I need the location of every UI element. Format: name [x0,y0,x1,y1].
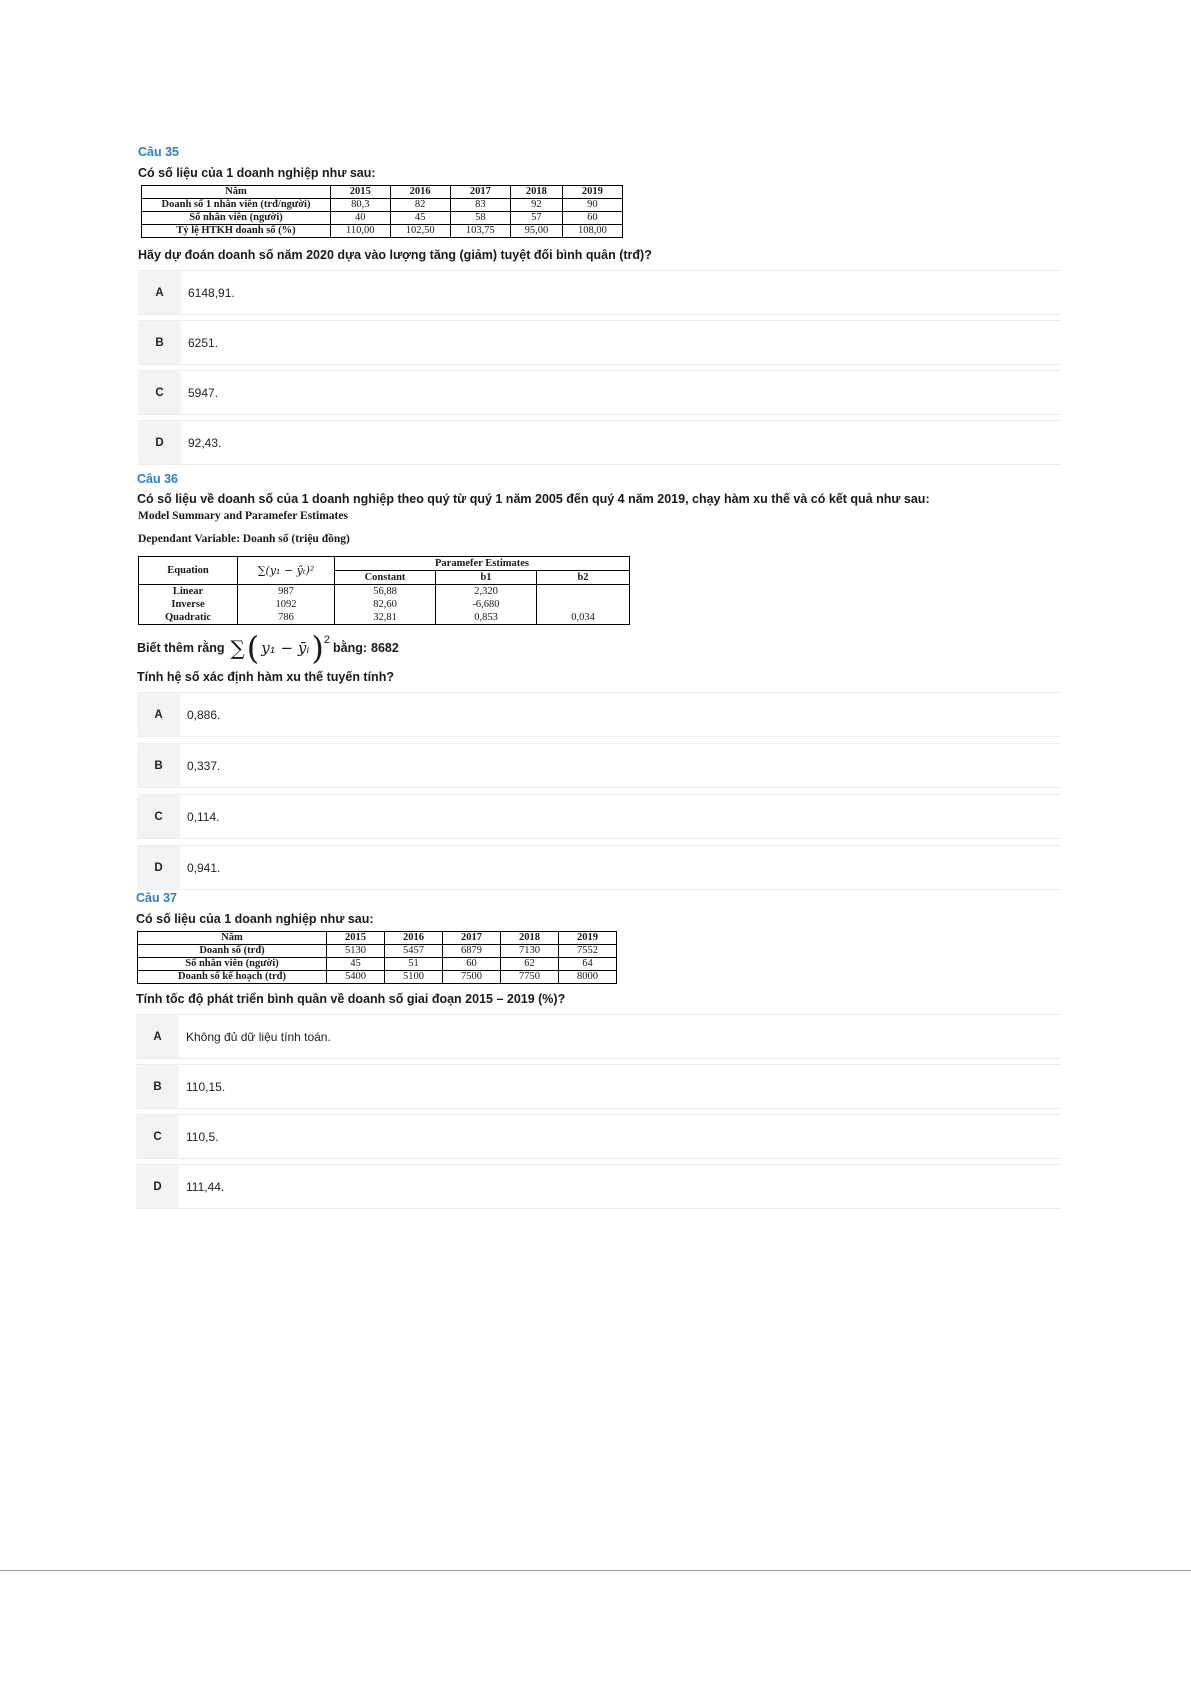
question-37-data-table [137,931,617,984]
dependent-variable-label: Dependant Variable: Doanh số (triệu đồng) [138,533,350,545]
column-header-constant: Constant [335,571,436,585]
option-text: 0,941. [187,860,221,875]
question-36-option-d[interactable] [137,845,1060,890]
table-header-cell: 2018 [501,932,559,945]
table-cell [537,598,630,611]
table-row-label: Số nhân viên (người) [142,212,331,225]
question-37-title: Câu 37 [136,891,177,905]
table-cell: 57 [510,212,562,225]
table-cell: 56,88 [335,585,436,599]
table-header-row [138,932,617,945]
option-text: 5947. [188,385,219,400]
option-text: 110,5. [186,1129,219,1144]
table-cell: 64 [559,958,617,971]
table-cell: 110,00 [331,225,391,238]
question-35-prompt: Hãy dự đoán doanh số năm 2020 dựa vào lượng tăng (giảm) tuyệt đối bình quân (trđ)? [138,248,652,262]
option-letter: D [136,1165,179,1208]
option-letter: D [138,421,181,464]
table-cell: 82 [390,199,450,212]
column-header-sum-squares: ∑(y₁ − ŷₜ)² [238,557,335,585]
table-cell: 58 [450,212,510,225]
table-cell: 7130 [501,945,559,958]
table-cell: 7500 [443,971,501,984]
option-letter: B [136,1065,179,1108]
regression-results-table [138,556,630,625]
table-cell: 83 [450,199,510,212]
table-header-cell: 2016 [385,932,443,945]
option-letter: B [137,744,180,787]
formula-expression: y₁ − ȳᵢ [261,639,310,657]
table-row [142,225,623,238]
column-header-b1: b1 [436,571,537,585]
table-cell: 5400 [327,971,385,984]
statement-suffix: bằng: [332,641,368,655]
question-35-title: Câu 35 [138,145,179,159]
table-cell: 82,60 [335,598,436,611]
table-header-cell: 2019 [562,186,622,199]
question-37-intro: Có số liệu của 1 doanh nghiệp như sau: [136,912,374,926]
table-cell: 6879 [443,945,501,958]
table-cell: 51 [385,958,443,971]
sum-of-squares-value: 8682 [371,641,399,655]
table-cell: 80,3 [331,199,391,212]
table-header-cell: Năm [138,932,327,945]
table-cell: 7552 [559,945,617,958]
option-text: 110,15. [186,1079,226,1094]
right-parenthesis: ) [311,629,324,667]
table-row [138,958,617,971]
option-text: 0,886. [187,707,221,722]
table-cell: 45 [327,958,385,971]
table-cell: 5100 [385,971,443,984]
question-37-option-c[interactable] [136,1114,1060,1159]
table-header-cell: Năm [142,186,331,199]
option-letter: A [137,693,180,736]
question-37-option-b[interactable] [136,1064,1060,1109]
page-footer-divider [0,1570,1191,1571]
question-35-option-b[interactable] [138,320,1060,365]
table-cell: -6,680 [436,598,537,611]
table-row [139,611,630,625]
question-36-title: Câu 36 [137,472,178,486]
question-37-prompt: Tính tốc độ phát triển bình quân về doanh số giai đoạn 2015 – 2019 (%)? [136,992,566,1006]
table-row-label: Quadratic [139,611,238,625]
table-row-label: Doanh số 1 nhân viên (trđ/người) [142,199,331,212]
table-cell: 90 [562,199,622,212]
option-letter: A [138,271,181,314]
table-row [139,585,630,599]
question-35-option-a[interactable] [138,270,1060,315]
table-row-label: Doanh số kế hoạch (trđ) [138,971,327,984]
table-header-cell: 2015 [327,932,385,945]
table-row [142,199,623,212]
table-header-cell: 2015 [331,186,391,199]
table-header-row [142,186,623,199]
option-letter: C [137,795,180,838]
table-cell: 60 [562,212,622,225]
table-header-cell: 2017 [443,932,501,945]
statement-prefix: Biết thêm rằng [137,641,225,655]
question-37-option-a[interactable] [136,1014,1060,1059]
option-text: 111,44. [186,1179,225,1194]
table-cell: 32,81 [335,611,436,625]
question-36-option-b[interactable] [137,743,1060,788]
option-text: 6251. [188,335,219,350]
table-row [139,598,630,611]
option-letter: C [136,1115,179,1158]
power-exponent: 2 [323,634,330,646]
table-cell: 108,00 [562,225,622,238]
table-cell: 40 [331,212,391,225]
table-cell: 1092 [238,598,335,611]
table-cell: 2,320 [436,585,537,599]
table-cell: 786 [238,611,335,625]
table-cell: 7750 [501,971,559,984]
left-parenthesis: ( [246,629,260,667]
table-row [142,212,623,225]
question-36-option-c[interactable] [137,794,1060,839]
table-cell: 8000 [559,971,617,984]
question-37-option-d[interactable] [136,1164,1060,1209]
table-row-label: Linear [139,585,238,599]
table-cell: 45 [390,212,450,225]
table-row [138,945,617,958]
question-36-prompt: Tính hệ số xác định hàm xu thế tuyến tính? [137,670,394,684]
table-row [138,971,617,984]
table-header-cell: 2019 [559,932,617,945]
option-text: 6148,91. [188,285,235,300]
question-35-intro: Có số liệu của 1 doanh nghiệp như sau: [138,166,376,180]
table-row-label: Doanh số (trđ) [138,945,327,958]
option-letter: B [138,321,181,364]
question-35-data-table [141,185,623,238]
table-row-label: Số nhân viên (người) [138,958,327,971]
table-cell: 103,75 [450,225,510,238]
table-cell [537,585,630,599]
table-cell: 92 [510,199,562,212]
sum-of-squares-statement [137,628,399,668]
table-row-label: Tỷ lệ HTKH doanh số (%) [142,225,331,238]
model-summary-title: Model Summary and Paramefer Estimates [138,510,348,522]
option-text: 0,337. [187,758,221,773]
question-36-intro: Có số liệu về doanh số của 1 doanh nghiệp theo quý từ quý 1 năm 2005 đến quý 4 năm 2019, chạy hàm xu thế và có kết quả như sau: [137,492,930,506]
table-cell: 0,034 [537,611,630,625]
sum-symbol: ∑ [230,636,245,660]
table-cell: 5130 [327,945,385,958]
option-text: Không đủ dữ liệu tính toán. [186,1029,331,1044]
table-cell: 102,50 [390,225,450,238]
table-header-cell: 2017 [450,186,510,199]
question-35-option-c[interactable] [138,370,1060,415]
option-text: 0,114. [187,809,220,824]
option-letter: C [138,371,181,414]
column-header-b2: b2 [537,571,630,585]
question-35-option-d[interactable] [138,420,1060,465]
table-header-cell: 2018 [510,186,562,199]
column-header-parameter-estimates: Paramefer Estimates [335,557,630,571]
option-letter: D [137,846,180,889]
table-cell: 95,00 [510,225,562,238]
table-cell: 987 [238,585,335,599]
table-cell: 5457 [385,945,443,958]
table-row-label: Inverse [139,598,238,611]
column-header-equation: Equation [139,557,238,585]
table-cell: 60 [443,958,501,971]
table-header-cell: 2016 [390,186,450,199]
table-cell: 0,853 [436,611,537,625]
option-text: 92,43. [188,435,222,450]
table-cell: 62 [501,958,559,971]
option-letter: A [136,1015,179,1058]
question-36-option-a[interactable] [137,692,1060,737]
